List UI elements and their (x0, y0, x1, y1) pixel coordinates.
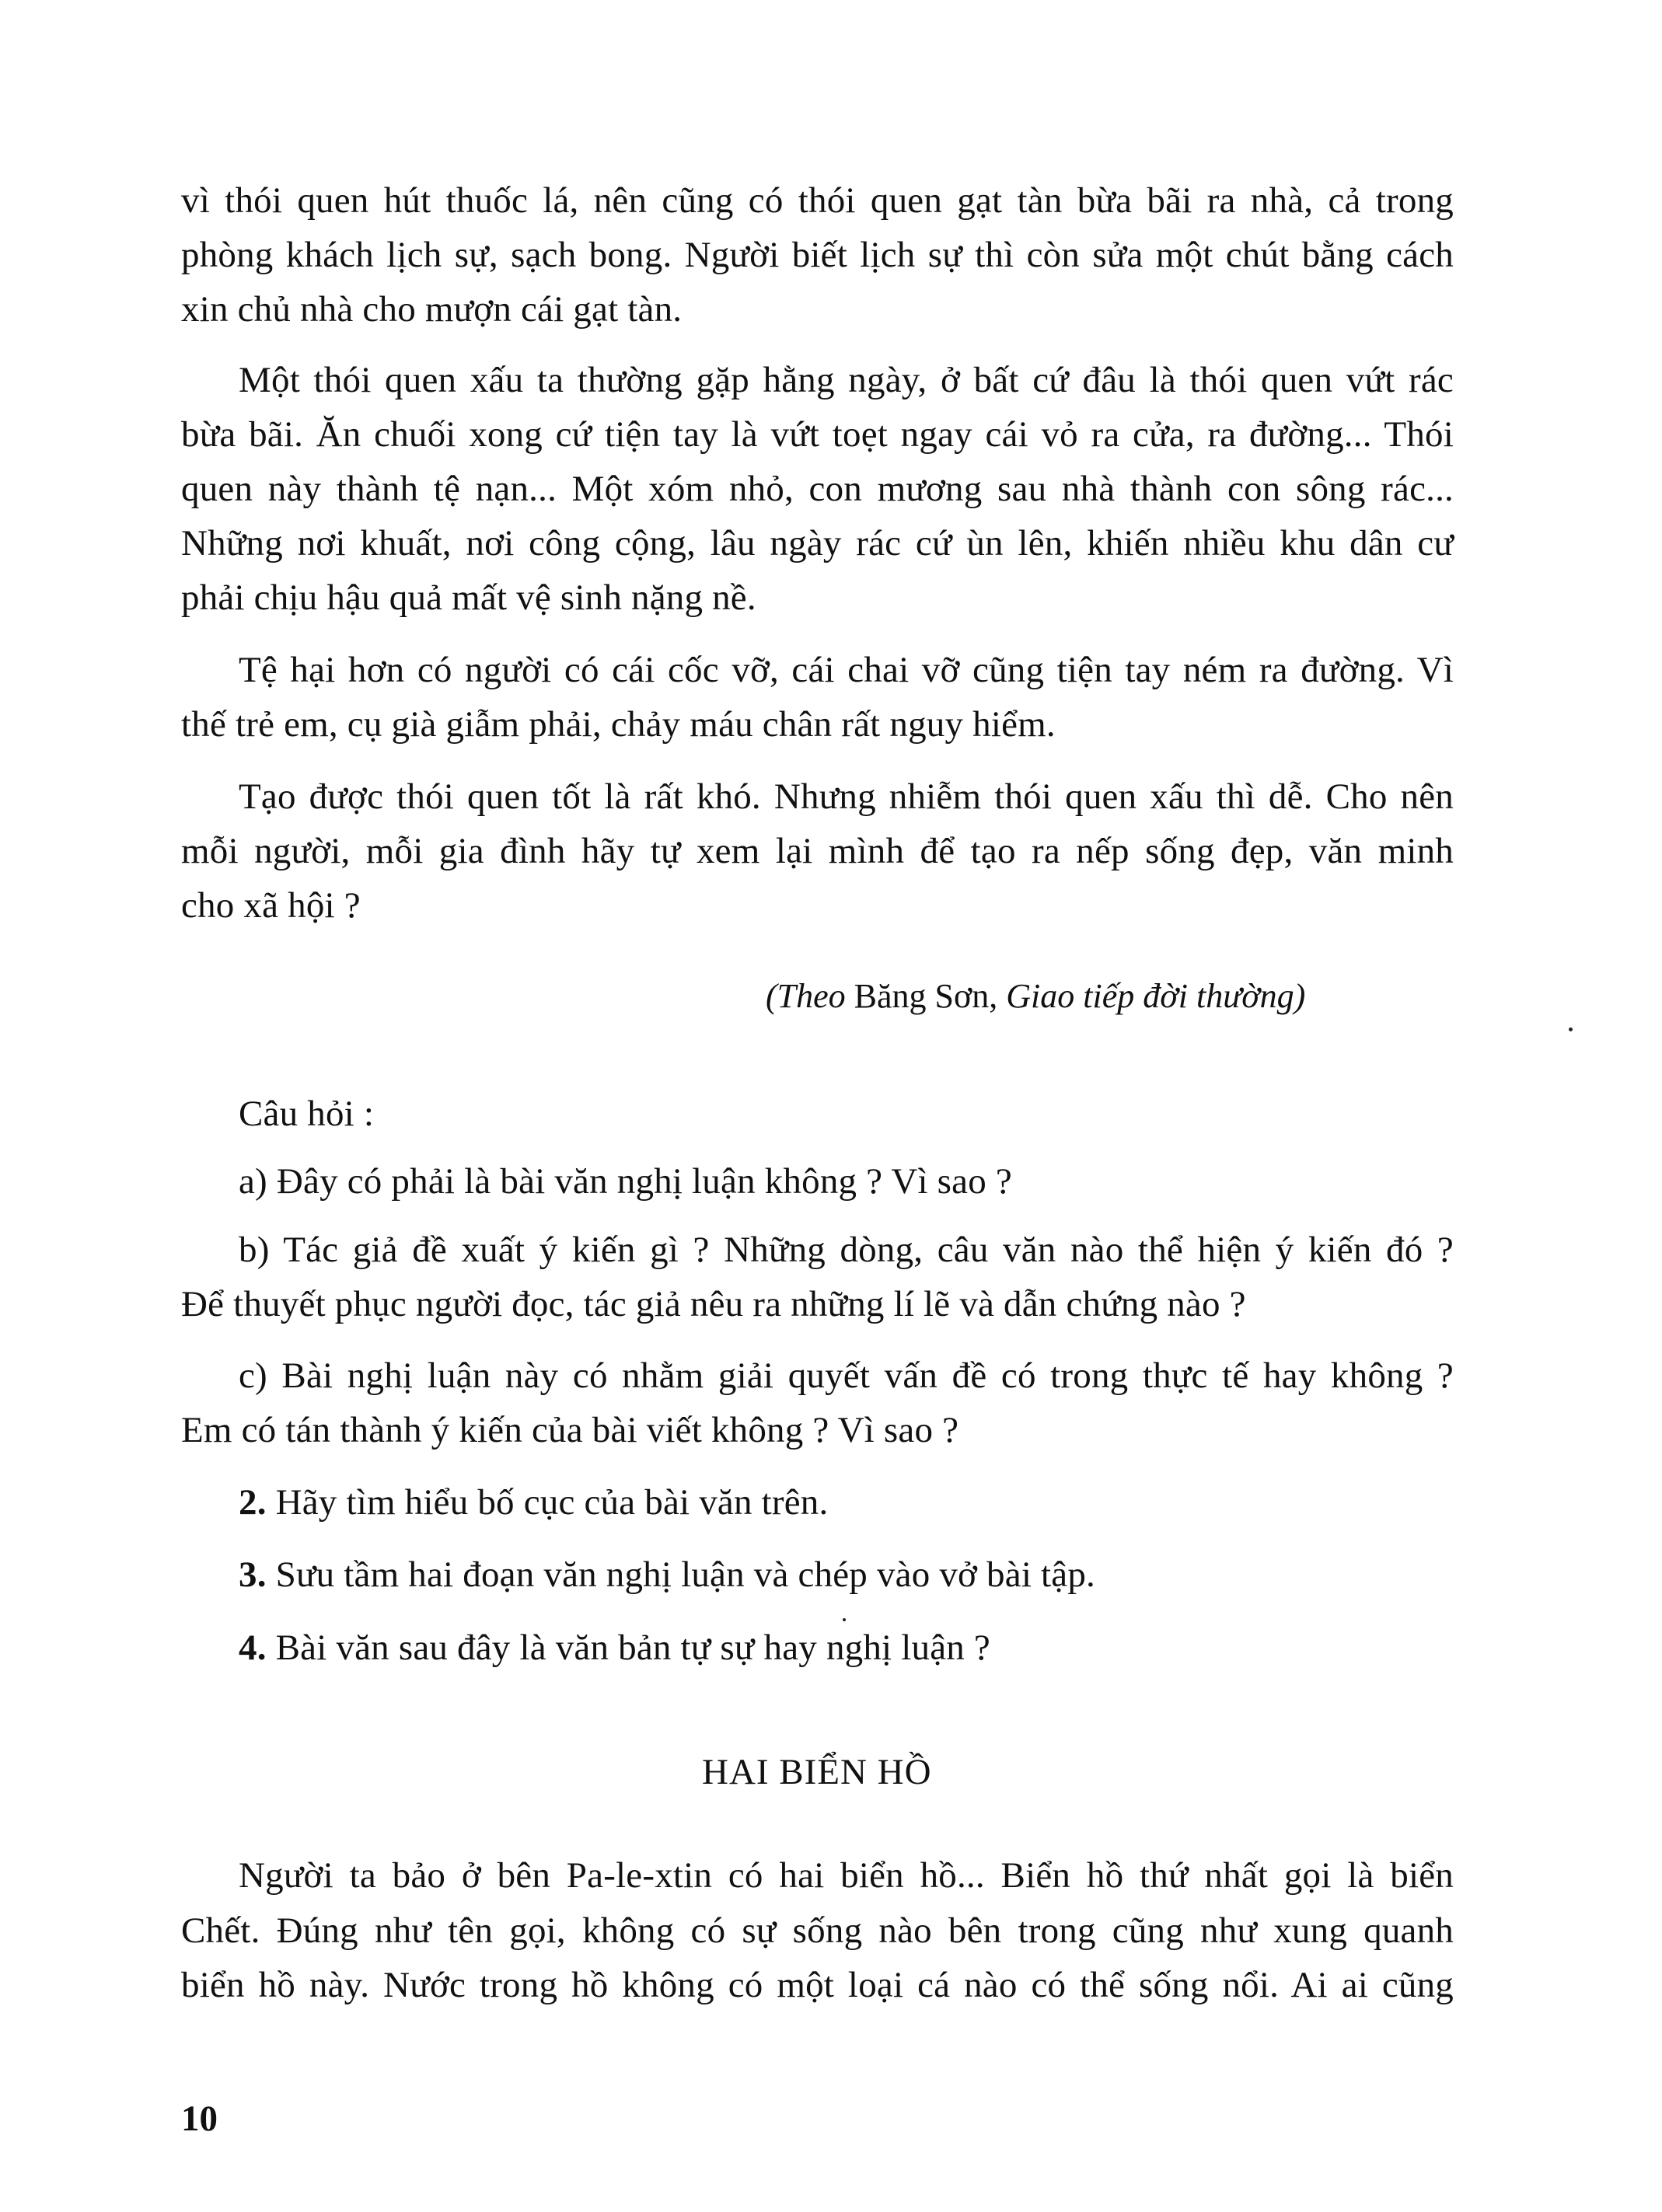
paragraph-4-line-3: cho xã hội ? (181, 885, 361, 926)
paragraph-1-line-1: vì thói quen hút thuốc lá, nên cũng có thói quen gạt tàn bừa bãi ra nhà, cả trong (181, 180, 1454, 221)
paragraph-4-line-1: Tạo được thói quen tốt là rất khó. Nhưng nhiễm thói quen xấu thì dễ. Cho nên (239, 776, 1454, 817)
story-line-2: Chết. Đúng như tên gọi, không có sự sống nào bên trong cũng như xung quanh (181, 1910, 1454, 1951)
questions-heading: Câu hỏi : (239, 1094, 375, 1134)
print-speck (843, 1618, 846, 1621)
paragraph-3-line-1: Tệ hại hơn có người có cái cốc vỡ, cái chai vỡ cũng tiện tay ném ra đường. Vì (239, 650, 1454, 690)
question-c-line-1: c) Bài nghị luận này có nhằm giải quyết vấn đề có trong thực tế hay không ? (239, 1355, 1454, 1396)
exercise-4 (239, 1624, 990, 1671)
print-speck (1569, 1027, 1573, 1031)
paragraph-2-line-3: quen này thành tệ nạn... Một xóm nhỏ, con mương sau nhà thành con sông rác... (181, 469, 1454, 509)
paragraph-2-line-4: Những nơi khuất, nơi công cộng, lâu ngày rác cứ ùn lên, khiến nhiều khu dân cư (181, 523, 1454, 563)
story-line-3: biển hồ này. Nước trong hồ không có một loại cá nào có thể sống nổi. Ai ai cũng (181, 1965, 1454, 2005)
question-b-line-2: Để thuyết phục người đọc, tác giả nêu ra những lí lẽ và dẫn chứng nào ? (181, 1284, 1246, 1324)
exercise-4-number: 4. (239, 1628, 267, 1668)
story-title: HAI BIỂN HỒ (702, 1752, 932, 1792)
question-c-line-2: Em có tán thành ý kiến của bài viết không ? Vì sao ? (181, 1410, 959, 1450)
paragraph-3-line-2: thế trẻ em, cụ già giẫm phải, chảy máu chân rất nguy hiểm. (181, 704, 1056, 745)
paragraph-2-line-2: bừa bãi. Ăn chuối xong cứ tiện tay là vứt toẹt ngay cái vỏ ra cửa, ra đường... Thói (181, 414, 1454, 455)
story-line-1: Người ta bảo ở bên Pa-le-xtin có hai biển hồ... Biển hồ thứ nhất gọi là biển (239, 1855, 1454, 1896)
source-citation (766, 973, 1305, 1020)
paragraph-2-line-5: phải chịu hậu quả mất vệ sinh nặng nề. (181, 577, 756, 618)
paragraph-1-line-2: phòng khách lịch sự, sạch bong. Người biết lịch sự thì còn sửa một chút bằng cách (181, 235, 1454, 275)
question-a: a) Đây có phải là bài văn nghị luận không ? Vì sao ? (239, 1161, 1012, 1202)
page-number: 10 (181, 2099, 218, 2139)
exercise-2 (239, 1479, 828, 1526)
exercise-2-text: Hãy tìm hiểu bố cục của bài văn trên. (266, 1482, 829, 1523)
source-author: Băng Sơn, (845, 977, 1007, 1015)
exercise-2-number: 2. (239, 1482, 267, 1523)
exercise-4-text: Bài văn sau đây là văn bản tự sự hay nghị luận ? (266, 1628, 990, 1668)
exercise-3-number: 3. (239, 1554, 267, 1595)
exercise-3 (239, 1551, 1095, 1598)
source-open: (Theo (766, 977, 846, 1015)
paragraph-1-line-3: xin chủ nhà cho mượn cái gạt tàn. (181, 289, 683, 330)
question-b-line-1: b) Tác giả đề xuất ý kiến gì ? Những dòng, câu văn nào thể hiện ý kiến đó ? (239, 1230, 1454, 1270)
paragraph-4-line-2: mỗi người, mỗi gia đình hãy tự xem lại mình để tạo ra nếp sống đẹp, văn minh (181, 831, 1454, 871)
paragraph-2-line-1: Một thói quen xấu ta thường gặp hằng ngày, ở bất cứ đâu là thói quen vứt rác (239, 360, 1454, 400)
source-work: Giao tiếp đời thường) (1006, 977, 1306, 1015)
exercise-3-text: Sưu tầm hai đoạn văn nghị luận và chép vào vở bài tập. (266, 1554, 1095, 1595)
